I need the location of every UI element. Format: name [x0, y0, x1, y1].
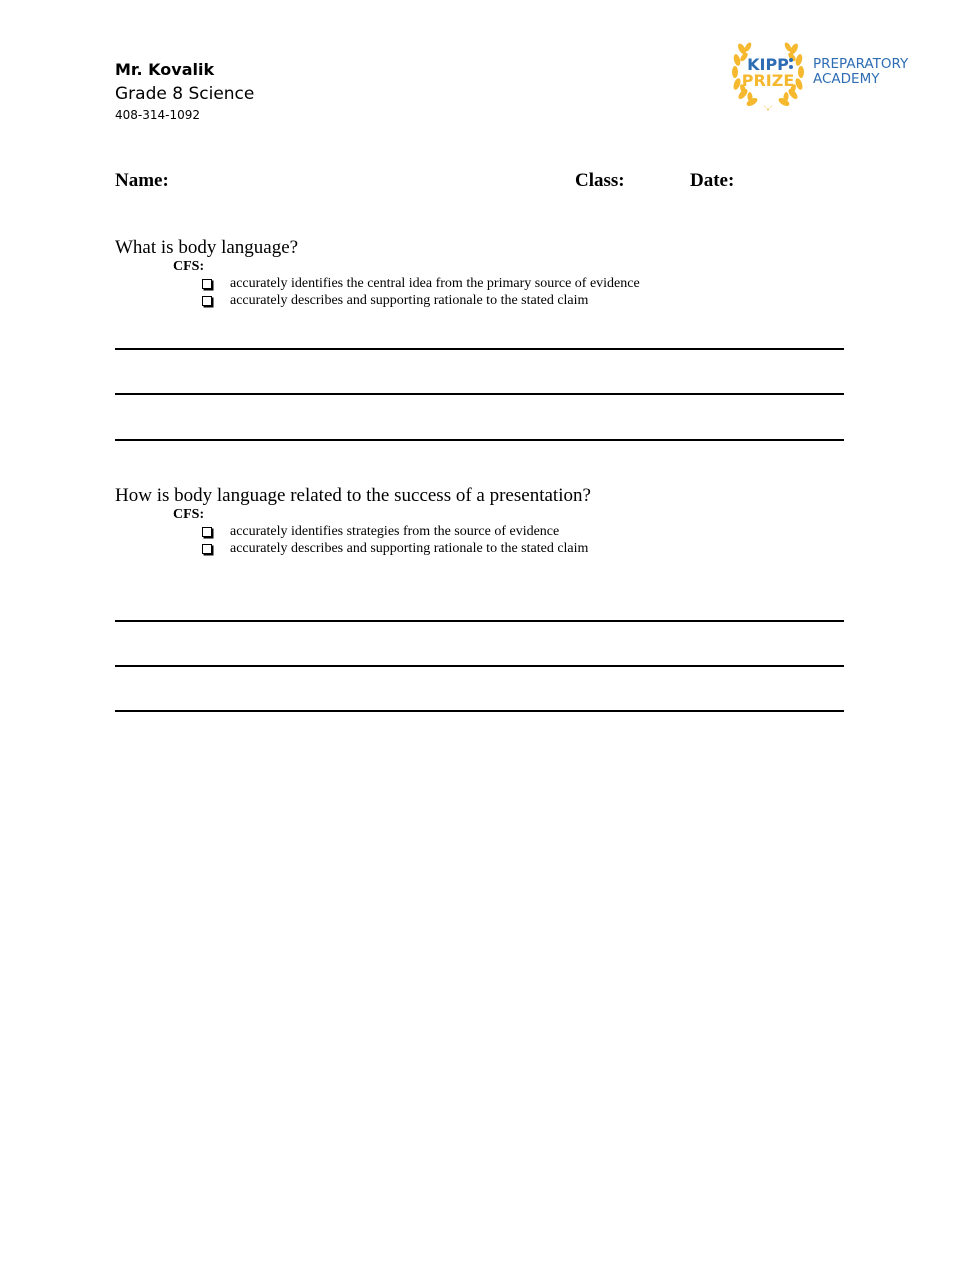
criteria-item[interactable]	[202, 275, 640, 292]
question-1: What is body language?	[115, 237, 299, 258]
student-info-row	[115, 170, 845, 194]
logo-dot-icon	[789, 65, 793, 69]
logo-dot-icon	[789, 58, 793, 62]
cfs-label: CFS:	[173, 507, 205, 522]
question-2: How is body language related to the success of a presentation?	[115, 485, 591, 506]
answer-line[interactable]	[115, 710, 844, 712]
teacher-phone: 408-314-1092	[115, 108, 201, 122]
cfs-label: CFS:	[173, 259, 205, 274]
teacher-name: Mr. Kovalik	[115, 60, 215, 79]
name-label: Name:	[115, 170, 169, 191]
criteria-text: accurately identifies the central idea from the primary source of evidence	[230, 276, 640, 291]
answer-line[interactable]	[115, 665, 844, 667]
checkbox-icon[interactable]	[202, 296, 212, 306]
checkbox-icon[interactable]	[202, 527, 212, 537]
checkbox-icon[interactable]	[202, 279, 212, 289]
answer-line[interactable]	[115, 348, 844, 350]
checkbox-icon[interactable]	[202, 544, 212, 554]
answer-line[interactable]	[115, 620, 844, 622]
date-label: Date:	[690, 170, 735, 191]
criteria-text: accurately describes and supporting rationale to the stated claim	[230, 541, 589, 556]
logo-word-kipp: KIPP	[747, 55, 789, 74]
logo-word-academy: ACADEMY	[813, 71, 880, 87]
answer-line[interactable]	[115, 439, 844, 441]
school-logo	[728, 33, 918, 113]
criteria-text: accurately describes and supporting rationale to the stated claim	[230, 293, 589, 308]
criteria-item[interactable]	[202, 523, 588, 540]
logo-word-preparatory: PREPARATORY	[813, 56, 909, 72]
criteria-item[interactable]	[202, 292, 640, 309]
teacher-info	[115, 58, 254, 124]
criteria-list	[202, 275, 640, 309]
logo-word-prize: PRIZE	[741, 71, 795, 90]
answer-line[interactable]	[115, 393, 844, 395]
criteria-item[interactable]	[202, 540, 588, 557]
criteria-list	[202, 523, 588, 557]
class-label: Class:	[575, 170, 625, 191]
teacher-course: Grade 8 Science	[115, 84, 255, 104]
criteria-text: accurately identifies strategies from the source of evidence	[230, 524, 560, 539]
